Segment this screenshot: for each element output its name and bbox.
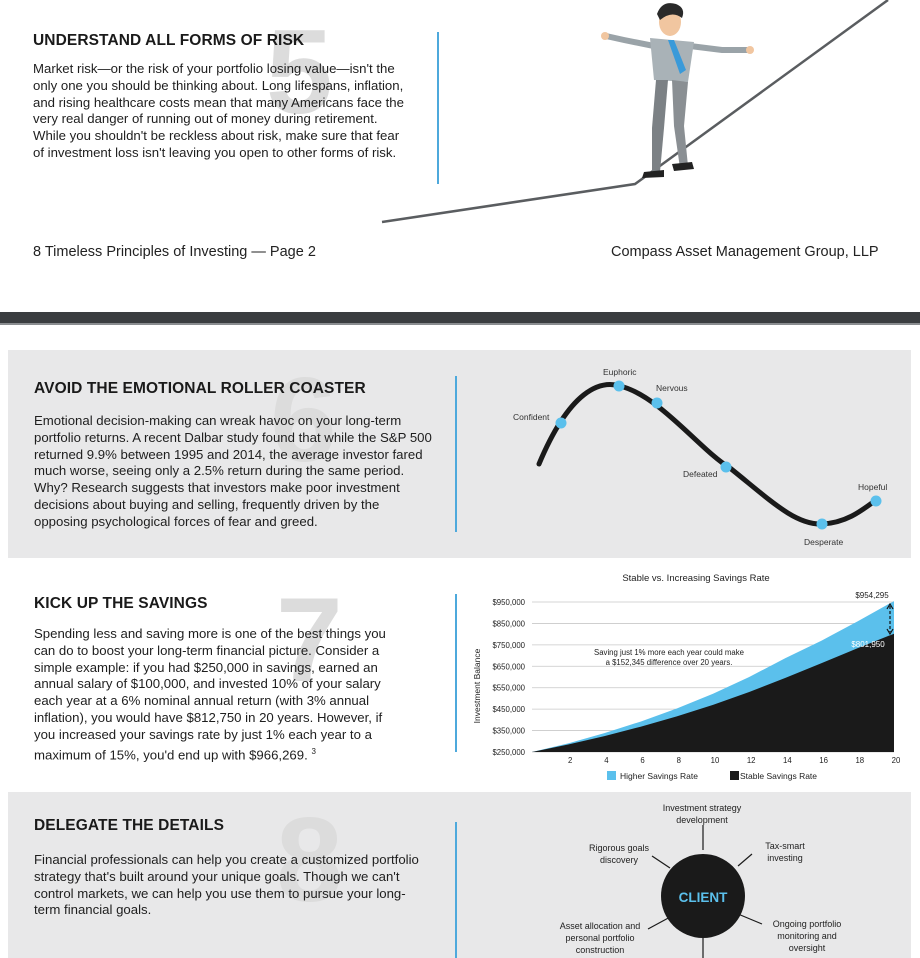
emotion-label-euphoric: Euphoric: [603, 367, 637, 377]
page-separator-shadow: [0, 323, 920, 325]
chart-annotation-line2: a $152,345 difference over 20 years.: [605, 658, 733, 667]
node-upper-right-line1: Tax-smart: [765, 841, 805, 851]
tightrope-line: [382, 0, 888, 222]
emotion-label-defeated: Defeated: [683, 469, 718, 479]
chart-title: Stable vs. Increasing Savings Rate: [622, 573, 770, 584]
emotion-dot-nervous: [652, 398, 663, 409]
section-8-number: 8: [276, 793, 343, 927]
chart-x-tick-label: 10: [710, 756, 720, 765]
section-7-number: 7: [276, 573, 343, 707]
legend-label-higher: Higher Savings Rate: [620, 771, 698, 781]
chart-x-tick-label: 6: [640, 756, 645, 765]
page-2: [0, 0, 920, 312]
section-7-footnote: 3: [311, 746, 316, 756]
chart-y-tick-label: $650,000: [492, 662, 525, 672]
legend-label-stable: Stable Savings Rate: [740, 771, 818, 781]
section-6-title: AVOID THE EMOTIONAL ROLLER COASTER: [34, 380, 366, 397]
chart-x-tick-label: 12: [746, 756, 756, 765]
savings-rate-chart: [466, 566, 906, 786]
node-lower-left-line3: construction: [575, 945, 625, 955]
connector-upper-left: [652, 856, 670, 868]
node-lower-left-line1: Asset allocation and: [559, 921, 641, 931]
chart-x-tick-label: 8: [676, 756, 681, 765]
connector-lower-right: [738, 914, 762, 924]
node-lower-right-line1: Ongoing portfolio: [772, 919, 842, 929]
emotion-label-nervous: Nervous: [656, 383, 688, 393]
node-upper-left-line1: Rigorous goals: [588, 843, 650, 853]
page-separator: [0, 312, 920, 323]
node-top-line1: Investment strategy: [662, 803, 742, 813]
section-7-body-text: Spending less and saving more is one of the best things you can do to boost your long-term financial picture. Consider a simple example: if you had $250,000 in savings, earned an annual salary of $100,000, and invested 10% of your salary each year at a 6% nominal annual return (with 3% annual inflation), you would have $812,750 in 20 years. However, if you increased your savings rate by just 1% each year to a maximum of 15%, you'd end up with $966,269.: [34, 626, 386, 762]
section-8-title: DELEGATE THE DETAILS: [34, 817, 225, 834]
chart-y-tick-label: $450,000: [492, 705, 525, 715]
section-5-title: UNDERSTAND ALL FORMS OF RISK: [33, 32, 305, 49]
emotion-label-confident: Confident: [513, 412, 550, 422]
node-lower-right-line2: monitoring and: [777, 931, 837, 941]
client-label: CLIENT: [678, 890, 728, 905]
chart-y-tick-label: $350,000: [492, 726, 525, 736]
emotion-dot-defeated: [721, 462, 732, 473]
footer-company-name: Compass Asset Management Group, LLP: [611, 244, 879, 260]
chart-legend: [607, 771, 817, 781]
chart-y-tick-label: $850,000: [492, 619, 525, 629]
chart-x-tick-label: 4: [604, 756, 609, 765]
section-5-number: 5: [266, 5, 333, 139]
section-5-body: Market risk—or the risk of your portfolio losing value—isn't the only one you should be thinking about. Long lifespans, inflation, and rising healthcare costs mean that many Americans face the very real danger of running out of money during retirement. While you shouldn't be reckless about risk, make sure that fear of investment loss isn't leaving you open to other forms of risk.: [33, 61, 404, 160]
emotion-label-hopeful: Hopeful: [858, 482, 888, 492]
chart-x-ticks: [568, 756, 901, 765]
section-6-body: Emotional decision-making can wreak havoc on your long-term portfolio returns. A recent Dalbar study found that while the S&P 500 returned 9.9% between 1995 and 2014, the average investor fared much worse, seeing only a 2.5% return during the same period. Why? Research suggests that investors make poor investment decisions about buying and selling, frequently driven by the opposing psychological forces of fear and greed.: [34, 413, 432, 529]
section-7-body: [34, 626, 404, 764]
chart-y-tick-label: $950,000: [492, 598, 525, 607]
chart-y-tick-label: $750,000: [492, 640, 525, 650]
chart-x-tick-label: 20: [891, 756, 901, 765]
emotion-curve: [539, 385, 876, 524]
emotion-dot-confident: [556, 418, 567, 429]
node-lower-right-line3: oversight: [788, 943, 826, 953]
node-top-line2: development: [676, 815, 728, 825]
chart-end-label-higher: $954,295: [855, 591, 889, 600]
chart-y-label: Investment Balance: [472, 648, 482, 724]
chart-end-label-stable: $801,950: [851, 640, 885, 649]
chart-x-tick-label: 18: [855, 756, 865, 765]
node-upper-left-line2: discovery: [599, 855, 639, 865]
chart-y-tick-label: $550,000: [492, 683, 525, 693]
section-8-body: Financial professionals can help you create a customized portfolio strategy that's built around your unique goals. Though we can't control markets, we can help you use them to pursue your long-term financial goals.: [34, 852, 419, 918]
chart-y-tick-label: $250,000: [492, 748, 525, 757]
node-upper-right-line2: investing: [767, 853, 803, 863]
chart-y-ticks: [492, 598, 525, 757]
node-lower-left-line2: personal portfolio: [565, 933, 635, 943]
section-7-title: KICK UP THE SAVINGS: [34, 595, 208, 612]
chart-annotation-line1: Saving just 1% more each year could make: [594, 648, 744, 657]
footer-document-title: 8 Timeless Principles of Investing — Page 2: [33, 244, 316, 260]
connector-upper-right: [738, 854, 752, 866]
chart-x-tick-label: 14: [783, 756, 792, 765]
section-6-number: 6: [270, 353, 337, 487]
legend-swatch-stable: [730, 771, 739, 780]
legend-swatch-higher: [607, 771, 616, 780]
emotion-label-desperate: Desperate: [804, 537, 844, 547]
emotion-dot-euphoric: [614, 381, 625, 392]
section-7-divider: [455, 594, 457, 752]
chart-x-tick-label: 2: [568, 756, 573, 765]
emotion-dot-hopeful: [871, 496, 882, 507]
emotion-dot-desperate: [817, 519, 828, 530]
chart-x-tick-label: 16: [819, 756, 828, 765]
